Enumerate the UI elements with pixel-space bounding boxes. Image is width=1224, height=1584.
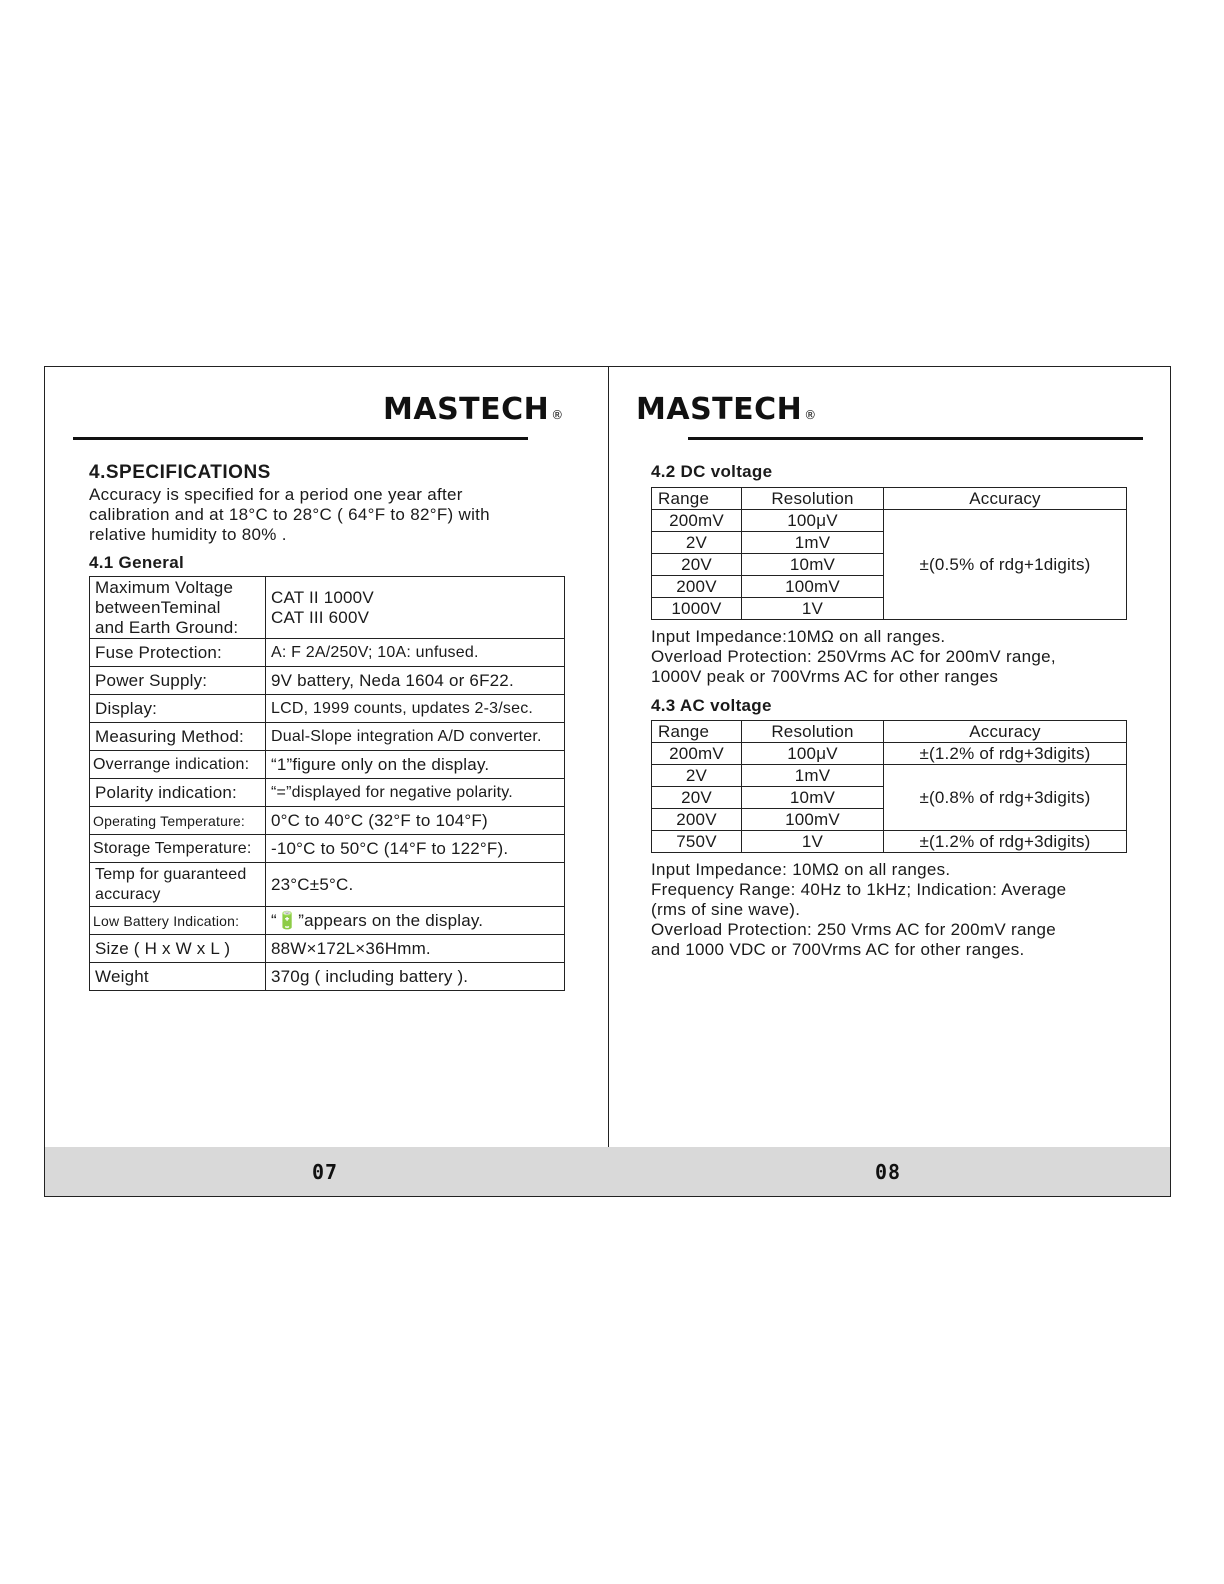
range-cell: 1000V [652, 598, 742, 620]
accuracy-intro: Accuracy is specified for a period one year after calibration and at 18°C to 28°C ( 64°F to 82°F) with relative humidity to 80% . [89, 485, 490, 544]
range-cell: 200V [652, 576, 742, 598]
spec-value: 88W×172L×36Hmm. [266, 935, 565, 963]
table-row [90, 667, 565, 695]
table-header-row [652, 488, 1127, 510]
page-number-left: 07 [312, 1160, 339, 1184]
spec-label: Overrange indication: [90, 751, 266, 779]
brand-name: MASTECH [636, 392, 803, 427]
registered-mark: ® [804, 408, 817, 422]
spec-label: Storage Temperature: [90, 835, 266, 863]
dc-voltage-table [651, 487, 1127, 620]
column-header: Accuracy [884, 721, 1127, 743]
general-title: 4.1 General [89, 553, 184, 572]
accuracy-cell: ±(1.2% of rdg+3digits) [884, 831, 1127, 853]
spec-value: Dual-Slope integration A/D converter. [266, 723, 565, 751]
table-row [90, 577, 565, 639]
range-cell: 2V [652, 532, 742, 554]
table-row [90, 863, 565, 907]
spec-label: Size ( H x W x L ) [90, 935, 266, 963]
resolution-cell: 100μV [742, 510, 884, 532]
table-row [90, 723, 565, 751]
brand-logo-left [383, 392, 564, 427]
table-row [90, 695, 565, 723]
ac-voltage-table [651, 720, 1127, 853]
range-cell: 750V [652, 831, 742, 853]
table-row [652, 510, 1127, 532]
column-header: Accuracy [884, 488, 1127, 510]
section-title: 4.SPECIFICATIONS [89, 462, 271, 483]
spec-label: Power Supply: [90, 667, 266, 695]
spec-value: “1”figure only on the display. [266, 751, 565, 779]
spec-value: 0°C to 40°C (32°F to 104°F) [266, 807, 565, 835]
spec-label: Weight [90, 963, 266, 991]
table-row [90, 807, 565, 835]
table-row [652, 765, 1127, 787]
spec-value: A: F 2A/250V; 10A: unfused. [266, 639, 565, 667]
spec-label: Low Battery Indication: [90, 907, 266, 935]
header-rule-right [688, 437, 1143, 440]
table-row [90, 639, 565, 667]
general-spec-table [89, 576, 565, 991]
spec-value: “=”displayed for negative polarity. [266, 779, 565, 807]
range-cell: 200V [652, 809, 742, 831]
spec-value: 23°C±5°C. [266, 863, 565, 907]
spec-value: 9V battery, Neda 1604 or 6F22. [266, 667, 565, 695]
table-row [90, 835, 565, 863]
table-row [90, 751, 565, 779]
table-header-row [652, 721, 1127, 743]
spec-value: 370g ( including battery ). [266, 963, 565, 991]
ac-voltage-title: 4.3 AC voltage [651, 696, 772, 715]
brand-name: MASTECH [383, 392, 550, 427]
dc-voltage-title: 4.2 DC voltage [651, 462, 773, 481]
header-rule-left [73, 437, 528, 440]
column-header: Range [652, 721, 742, 743]
spec-label: Polarity indication: [90, 779, 266, 807]
accuracy-cell: ±(1.2% of rdg+3digits) [884, 743, 1127, 765]
range-cell: 2V [652, 765, 742, 787]
resolution-cell: 1V [742, 598, 884, 620]
table-row [90, 779, 565, 807]
spec-value: LCD, 1999 counts, updates 2-3/sec. [266, 695, 565, 723]
resolution-cell: 1mV [742, 765, 884, 787]
resolution-cell: 1V [742, 831, 884, 853]
resolution-cell: 1mV [742, 532, 884, 554]
spec-label: Display: [90, 695, 266, 723]
dc-voltage-notes: Input Impedance:10MΩ on all ranges. Overload Protection: 250Vrms AC for 200mV range, 1000V peak or 700Vrms AC for other ranges [651, 627, 1056, 686]
spec-label: Fuse Protection: [90, 639, 266, 667]
page-number-right: 08 [875, 1160, 902, 1184]
spec-label: Measuring Method: [90, 723, 266, 751]
column-header: Range [652, 488, 742, 510]
table-row [652, 831, 1127, 853]
resolution-cell: 100μV [742, 743, 884, 765]
accuracy-cell: ±(0.8% of rdg+3digits) [884, 765, 1127, 831]
table-row [90, 907, 565, 935]
registered-mark: ® [551, 408, 564, 422]
ac-voltage-notes: Input Impedance: 10MΩ on all ranges. Frequency Range: 40Hz to 1kHz; Indication: Average (rms of sine wave). Overload Protection: 250 Vrms AC for 200mV range and 1000 VDC or 700Vrms AC for other ranges. [651, 860, 1067, 959]
resolution-cell: 100mV [742, 576, 884, 598]
brand-logo-right [636, 392, 817, 427]
footer-band [45, 1147, 1170, 1196]
spec-value: -10°C to 50°C (14°F to 122°F). [266, 835, 565, 863]
range-cell: 20V [652, 554, 742, 576]
spec-label: Temp for guaranteed accuracy [90, 863, 266, 907]
spec-label: Operating Temperature: [90, 807, 266, 835]
accuracy-cell: ±(0.5% of rdg+1digits) [884, 510, 1127, 620]
range-cell: 200mV [652, 743, 742, 765]
page-divider [608, 366, 609, 1197]
spec-value: “🔋”appears on the display. [266, 907, 565, 935]
range-cell: 200mV [652, 510, 742, 532]
spec-label: Maximum Voltage betweenTeminal and Earth Ground: [90, 577, 266, 639]
table-row [90, 963, 565, 991]
column-header: Resolution [742, 721, 884, 743]
resolution-cell: 100mV [742, 809, 884, 831]
range-cell: 20V [652, 787, 742, 809]
table-row [652, 743, 1127, 765]
resolution-cell: 10mV [742, 554, 884, 576]
column-header: Resolution [742, 488, 884, 510]
table-row [90, 935, 565, 963]
resolution-cell: 10mV [742, 787, 884, 809]
spec-value: CAT II 1000V CAT III 600V [266, 577, 565, 639]
